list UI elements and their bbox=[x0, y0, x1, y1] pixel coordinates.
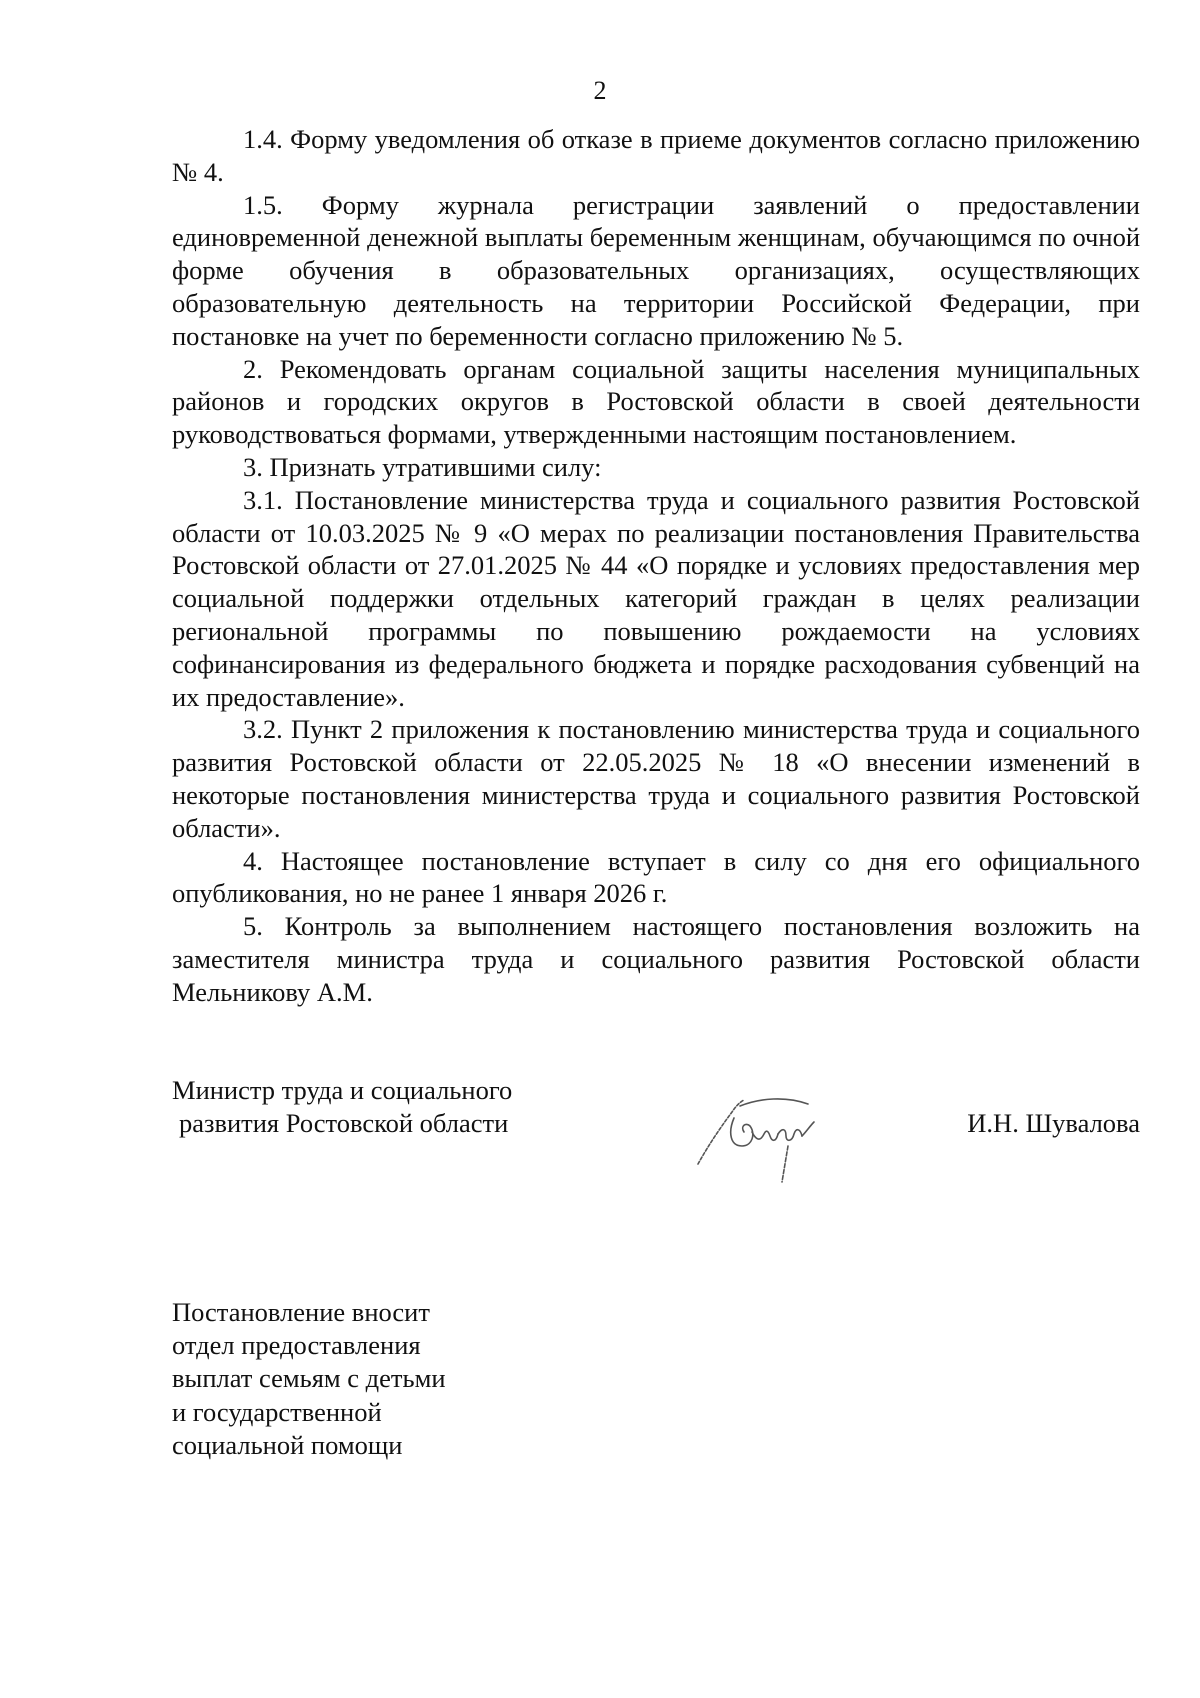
signatory-name: И.Н. Шувалова bbox=[967, 1108, 1140, 1138]
handwritten-signature-icon bbox=[690, 1084, 830, 1194]
signatory-position bbox=[172, 1074, 512, 1140]
introducer-line-4: и государственной bbox=[172, 1396, 382, 1427]
paragraph-2: 2. Рекомендовать органам социальной защиты населения муниципальных районов и городских округов в Ростовской области в своей деятельности руководствоваться формами, утвержденными настоящим постановлением. bbox=[172, 353, 1140, 450]
paragraph-1-4: 1.4. Форму уведомления об отказе в приеме документов согласно приложению № 4. bbox=[172, 124, 1140, 187]
paragraph-3-2: 3.2. Пункт 2 приложения к постановлению министерства труда и социального развития Ростовской области от 22.05.2025 № 18 «О внесении изменений в некоторые постановления министерства труда и социального развития Ростовской области». bbox=[172, 714, 1140, 843]
introducer-line-3: выплат семьям с детьми bbox=[172, 1363, 446, 1394]
paragraph-3: 3. Признать утратившими силу: bbox=[243, 451, 602, 482]
document-body bbox=[172, 123, 1140, 1009]
signatory-position-line-1: Министр труда и социального bbox=[172, 1075, 513, 1105]
paragraph-1-5: 1.5. Форму журнала регистрации заявлений о предоставлении единовременной денежной выплаты беременным женщинам, обучающимся по очной форме обучения в образовательных организациях, осуществляющих образовательную деятельность на территории Российской Федерации, при постановке на учет по беременности согласно приложению № 5. bbox=[172, 189, 1140, 351]
page-number: 2 bbox=[593, 76, 607, 105]
introducer-line-2: отдел предоставления bbox=[172, 1330, 421, 1361]
introducer-block bbox=[172, 1296, 446, 1462]
paragraph-4: 4. Настоящее постановление вступает в силу со дня его официального опубликования, но не ранее 1 января 2026 г. bbox=[172, 845, 1140, 909]
signature-block bbox=[172, 1074, 1140, 1194]
paragraph-5: 5. Контроль за выполнением настоящего постановления возложить на заместителя министра труда и социального развития Ростовской области Мельникову А.М. bbox=[172, 911, 1140, 1007]
paragraph-3-1: 3.1. Постановление министерства труда и социального развития Ростовской области от 10.03.2025 № 9 «О мерах по реализации постановления Правительства Ростовской области от 27.01.2025 № 44 «О порядке и условиях предоставления мер социальной поддержки отдельных категорий граждан в целях реализации региональной программы по повышению рождаемости на условиях софинансирования из федерального бюджета и порядке расходования субвенций на их предоставление». bbox=[172, 484, 1140, 712]
signatory-position-line-2: развития Ростовской области bbox=[179, 1108, 509, 1138]
introducer-line-1: Постановление вносит bbox=[172, 1297, 430, 1327]
introducer-line-5: социальной помощи bbox=[172, 1429, 403, 1460]
